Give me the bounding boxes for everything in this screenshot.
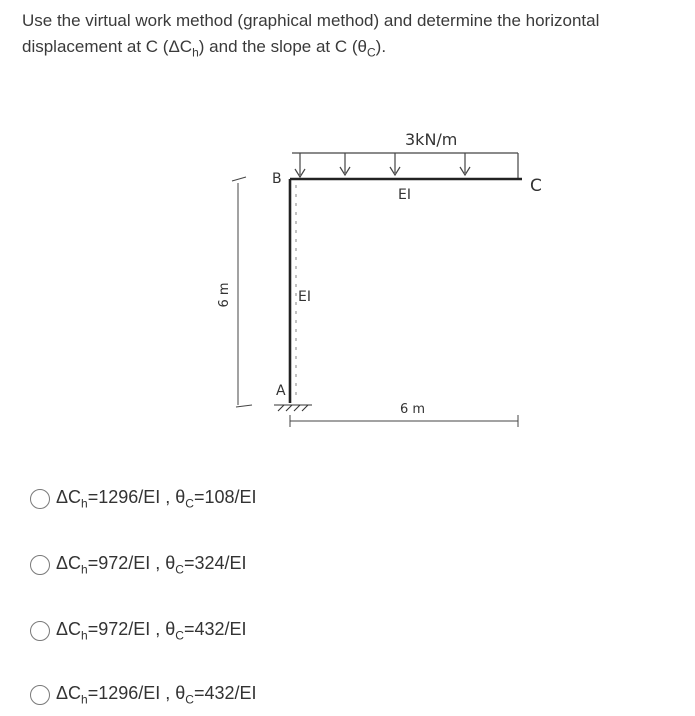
option-1-label: $\Delta C_h=1296/EI$ , $\theta_C=108/EI$ xyxy=(56,487,257,511)
load-label: 3kN/m xyxy=(405,130,458,149)
option-2-label: $\Delta C_h=972/EI$ , $\theta_C=324/EI$ xyxy=(56,553,247,577)
option-1[interactable] xyxy=(30,486,257,512)
option-2[interactable] xyxy=(30,552,247,578)
radio-option-4[interactable] xyxy=(30,685,50,705)
option-4-label: $\Delta C_h=1296/EI$ , $\theta_C=432/EI$ xyxy=(56,683,257,707)
span-dimension-label: 6 m xyxy=(400,402,426,417)
radio-option-2[interactable] xyxy=(30,555,50,575)
distributed-load xyxy=(292,153,518,179)
label-b: B xyxy=(272,171,282,187)
height-dimension xyxy=(232,177,252,407)
radio-option-1[interactable] xyxy=(30,489,50,509)
label-a: A xyxy=(276,383,286,399)
option-3-label: $\Delta C_h=972/EI$ , $\theta_C=432/EI$ xyxy=(56,619,247,643)
radio-option-3[interactable] xyxy=(30,621,50,641)
ei-column-label: EI xyxy=(298,289,311,305)
ei-beam-label: EI xyxy=(398,187,411,203)
height-dimension-label: 6 m xyxy=(217,282,232,308)
fixed-support xyxy=(274,405,312,411)
question-text: Use the virtual work method (graphical method) and determine the horizontal displacement at C $(\Delta C_h)$ and the slope at C $(\theta_C)$. xyxy=(22,11,600,60)
option-3[interactable] xyxy=(30,618,247,644)
label-c: C xyxy=(530,176,542,196)
option-4[interactable] xyxy=(30,682,257,708)
frame-diagram xyxy=(200,115,540,445)
